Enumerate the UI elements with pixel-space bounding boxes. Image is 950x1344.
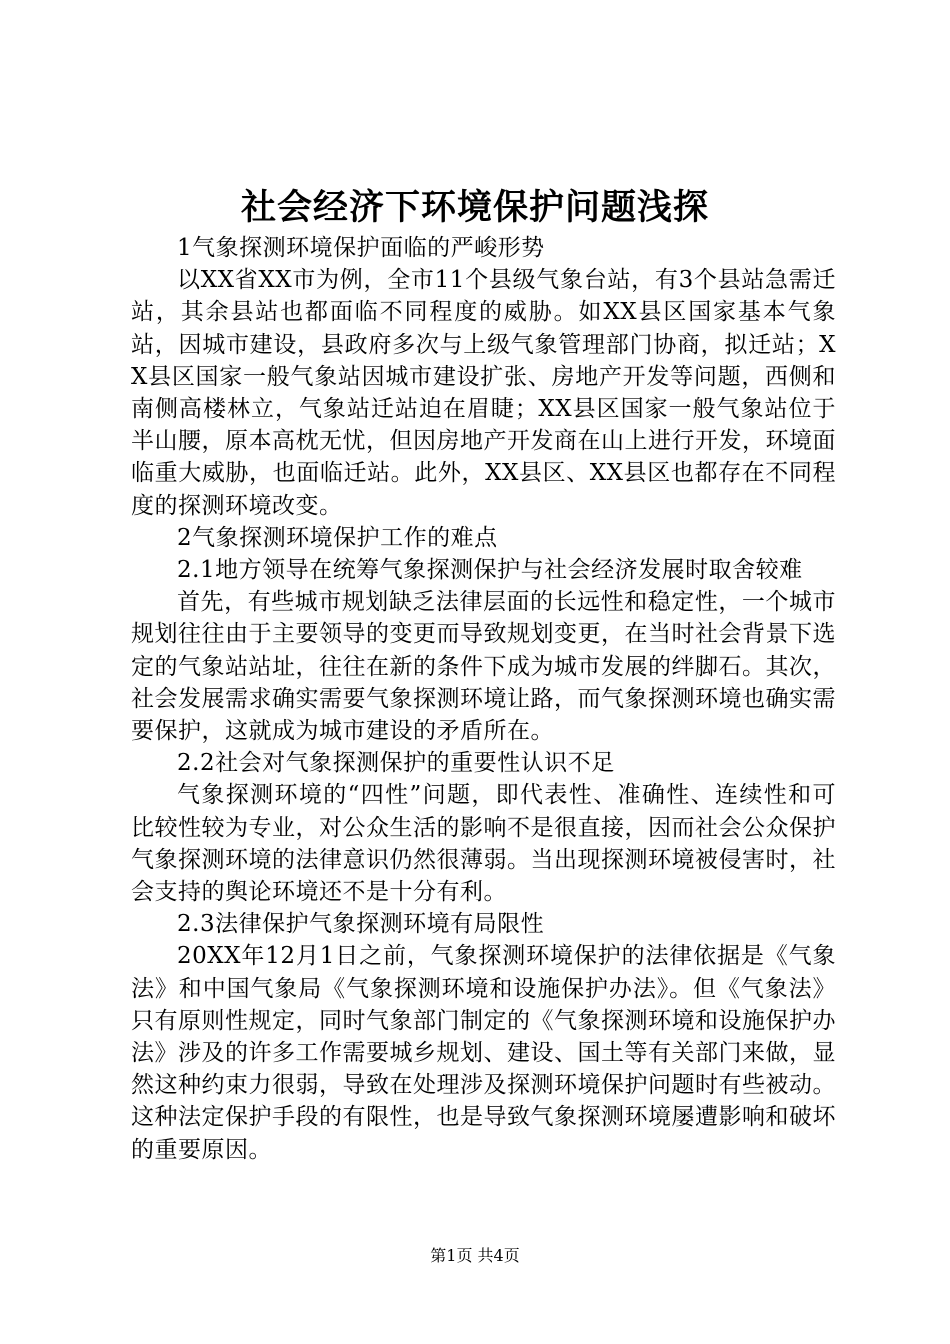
- section-heading-1: 1气象探测环境保护面临的严峻形势: [177, 235, 545, 261]
- page-number-footer: 第1页 共4页: [430, 1246, 520, 1265]
- section-heading-2: 2气象探测环境保护工作的难点: [177, 524, 498, 551]
- subsection-heading-2-3: 2.3法律保护气象探测环境有局限性: [177, 911, 545, 938]
- subsection-heading-2-1: 2.1地方领导在统筹气象探测保护与社会经济发展时取舍较难: [177, 557, 803, 584]
- body-paragraph: 首先，有些城市规划缺乏法律层面的长远性和稳定性，一个城市规划往往由于主要领导的变更而导致规划变更，在当时社会背景下选定的气象站站址，往往在新的条件下成为城市发展的绊脚石。其次，社会发展需求确实需要气象探测环境让路，而气象探测环境也确实需要保护，这就成为城市建设的矛盾所在。: [131, 589, 836, 745]
- subsection-heading-2-2: 2.2社会对气象探测保护的重要性认识不足: [177, 750, 615, 777]
- body-paragraph: 以XX省XX市为例，全市11个县级气象台站，有3个县站急需迁站，其余县站也都面临不同程度的威胁。如XX县区国家基本气象站，因城市建设，县政府多次与上级气象管理部门协商，拟迁站；XX县区国家一般气象站因城市建设扩张、房地产开发等问题，西侧和南侧高楼林立，气象站迁站迫在眉睫；XX县区国家一般气象站位于半山腰，原本高枕无忧，但因房地产开发商在山上进行开发，环境面临重大威胁，也面临迁站。此外，XX县区、XX县区也都存在不同程度的探测环境改变。: [131, 267, 836, 519]
- body-paragraph: 气象探测环境的“四性”问题，即代表性、准确性、连续性和可比较性较为专业，对公众生活的影响不是很直接，因而社会公众保护气象探测环境的法律意识仍然很薄弱。当出现探测环境被侵害时，社会支持的舆论环境还不是十分有利。: [131, 782, 836, 906]
- body-paragraph: 20XX年12月1日之前，气象探测环境保护的法律依据是《气象法》和中国气象局《气象探测环境和设施保护办法》。但《气象法》只有原则性规定，同时气象部门制定的《气象探测环境和设施保护办法》涉及的许多工作需要城乡规划、建设、国土等有关部门来做，显然这种约束力很弱，导致在处理涉及探测环境保护问题时有些被动。这种法定保护手段的有限性，也是导致气象探测环境屡遭影响和破坏的重要原因。: [131, 943, 836, 1163]
- document-body: [131, 232, 836, 1166]
- document-title: 社会经济下环境保护问题浅探: [240, 187, 709, 228]
